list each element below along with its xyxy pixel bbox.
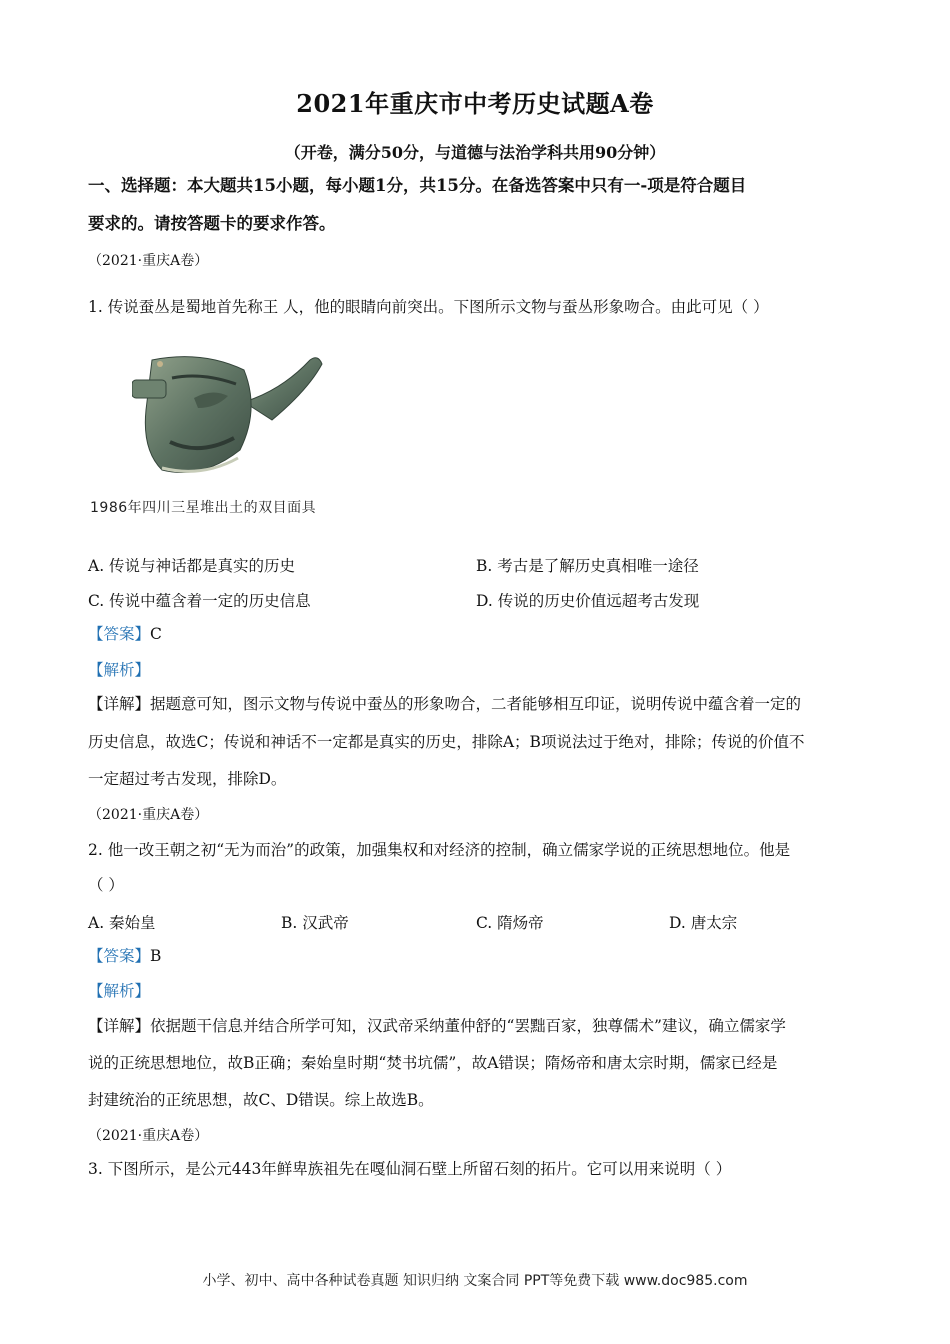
- q1-analysis-label: 【解析】: [88, 661, 151, 679]
- q3-stem: 3. 下图所示，是公元443年鲜卑族祖先在嘎仙洞石壁上所留石刻的拓片。它可以用来说明（ ）: [88, 1160, 732, 1178]
- q2-option-b: B. 汉武帝: [281, 914, 349, 932]
- q1-answer-value: C: [150, 625, 162, 643]
- q2-answer: [88, 946, 868, 966]
- q1-detail-text1: 据题意可知，图示文物与传说中蚕丛的形象吻合，二者能够相互印证，说明传说中蕴含着一定的: [150, 695, 802, 713]
- q2-detail-text1: 依据题干信息并结合所学可知，汉武帝采纳董仲舒的“罢黜百家，独尊儒术”建议，确立儒家学: [150, 1017, 786, 1035]
- q2-option-a: A. 秦始皇: [88, 914, 156, 932]
- q3-source: （2021·重庆A卷）: [88, 1128, 209, 1144]
- q1-answer: [88, 624, 868, 644]
- section-heading-line2: 要求的。请按答题卡的要求作答。: [88, 214, 336, 233]
- q2-answer-value: B: [150, 947, 162, 965]
- q1-option-c: C. 传说中蕴含着一定的历史信息: [88, 592, 311, 610]
- q1-option-d: D. 传说的历史价值远超考古发现: [476, 592, 700, 610]
- q2-detail-label: 【详解】: [88, 1017, 151, 1035]
- bronze-mask-image: [132, 350, 332, 485]
- q2-detail-line3: 封建统治的正统思想，故C、D错误。综上故选B。: [88, 1091, 434, 1109]
- q1-detail-label: 【详解】: [88, 695, 151, 713]
- q2-source: （2021·重庆A卷）: [88, 807, 209, 823]
- q2-stem-line2: （ ）: [88, 876, 124, 894]
- q2-answer-label: 【答案】: [88, 947, 151, 965]
- q2-detail-line2: 说的正统思想地位，故B正确；秦始皇时期“焚书坑儒”，故A错误；隋炀帝和唐太宗时期，儒家已经是: [88, 1054, 778, 1072]
- page-subtitle: （开卷，满分50分，与道德与法治学科共用90分钟）: [284, 143, 666, 162]
- q1-option-a: A. 传说与神话都是真实的历史: [88, 557, 296, 575]
- q2-analysis-label: 【解析】: [88, 982, 151, 1000]
- q1-stem: 1. 传说蚕丛是蜀地首先称王 人，他的眼睛向前突出。下图所示文物与蚕丛形象吻合。由此可见（ ）: [88, 298, 769, 316]
- q2-option-c: C. 隋炀帝: [476, 914, 544, 932]
- q1-detail-line1: [88, 694, 868, 714]
- q2-detail-line1: [88, 1016, 868, 1036]
- page-footer: 小学、初中、高中各种试卷真题 知识归纳 文案合同 PPT等免费下载 www.doc985.com: [202, 1273, 748, 1289]
- page-title: 2021年重庆市中考历史试题A卷: [296, 89, 654, 118]
- q1-image-caption: 1986年四川三星堆出土的双目面具: [90, 500, 317, 516]
- q1-detail-line2: 历史信息，故选C；传说和神话不一定都是真实的历史，排除A；B项说法过于绝对，排除；传说的价值不: [88, 733, 805, 751]
- q1-source: （2021·重庆A卷）: [88, 253, 209, 269]
- q1-detail-line3: 一定超过考古发现，排除D。: [88, 770, 287, 788]
- q2-option-d: D. 唐太宗: [669, 914, 738, 932]
- section-heading-line1: 一、选择题：本大题共15小题，每小题1分，共15分。在备选答案中只有一-项是符合题目: [88, 176, 747, 195]
- q2-stem-line1: 2. 他一改王朝之初“无为而治”的政策，加强集权和对经济的控制，确立儒家学说的正统思想地位。他是: [88, 841, 791, 859]
- q1-answer-label: 【答案】: [88, 625, 151, 643]
- q1-option-b: B. 考古是了解历史真相唯一途径: [476, 557, 699, 575]
